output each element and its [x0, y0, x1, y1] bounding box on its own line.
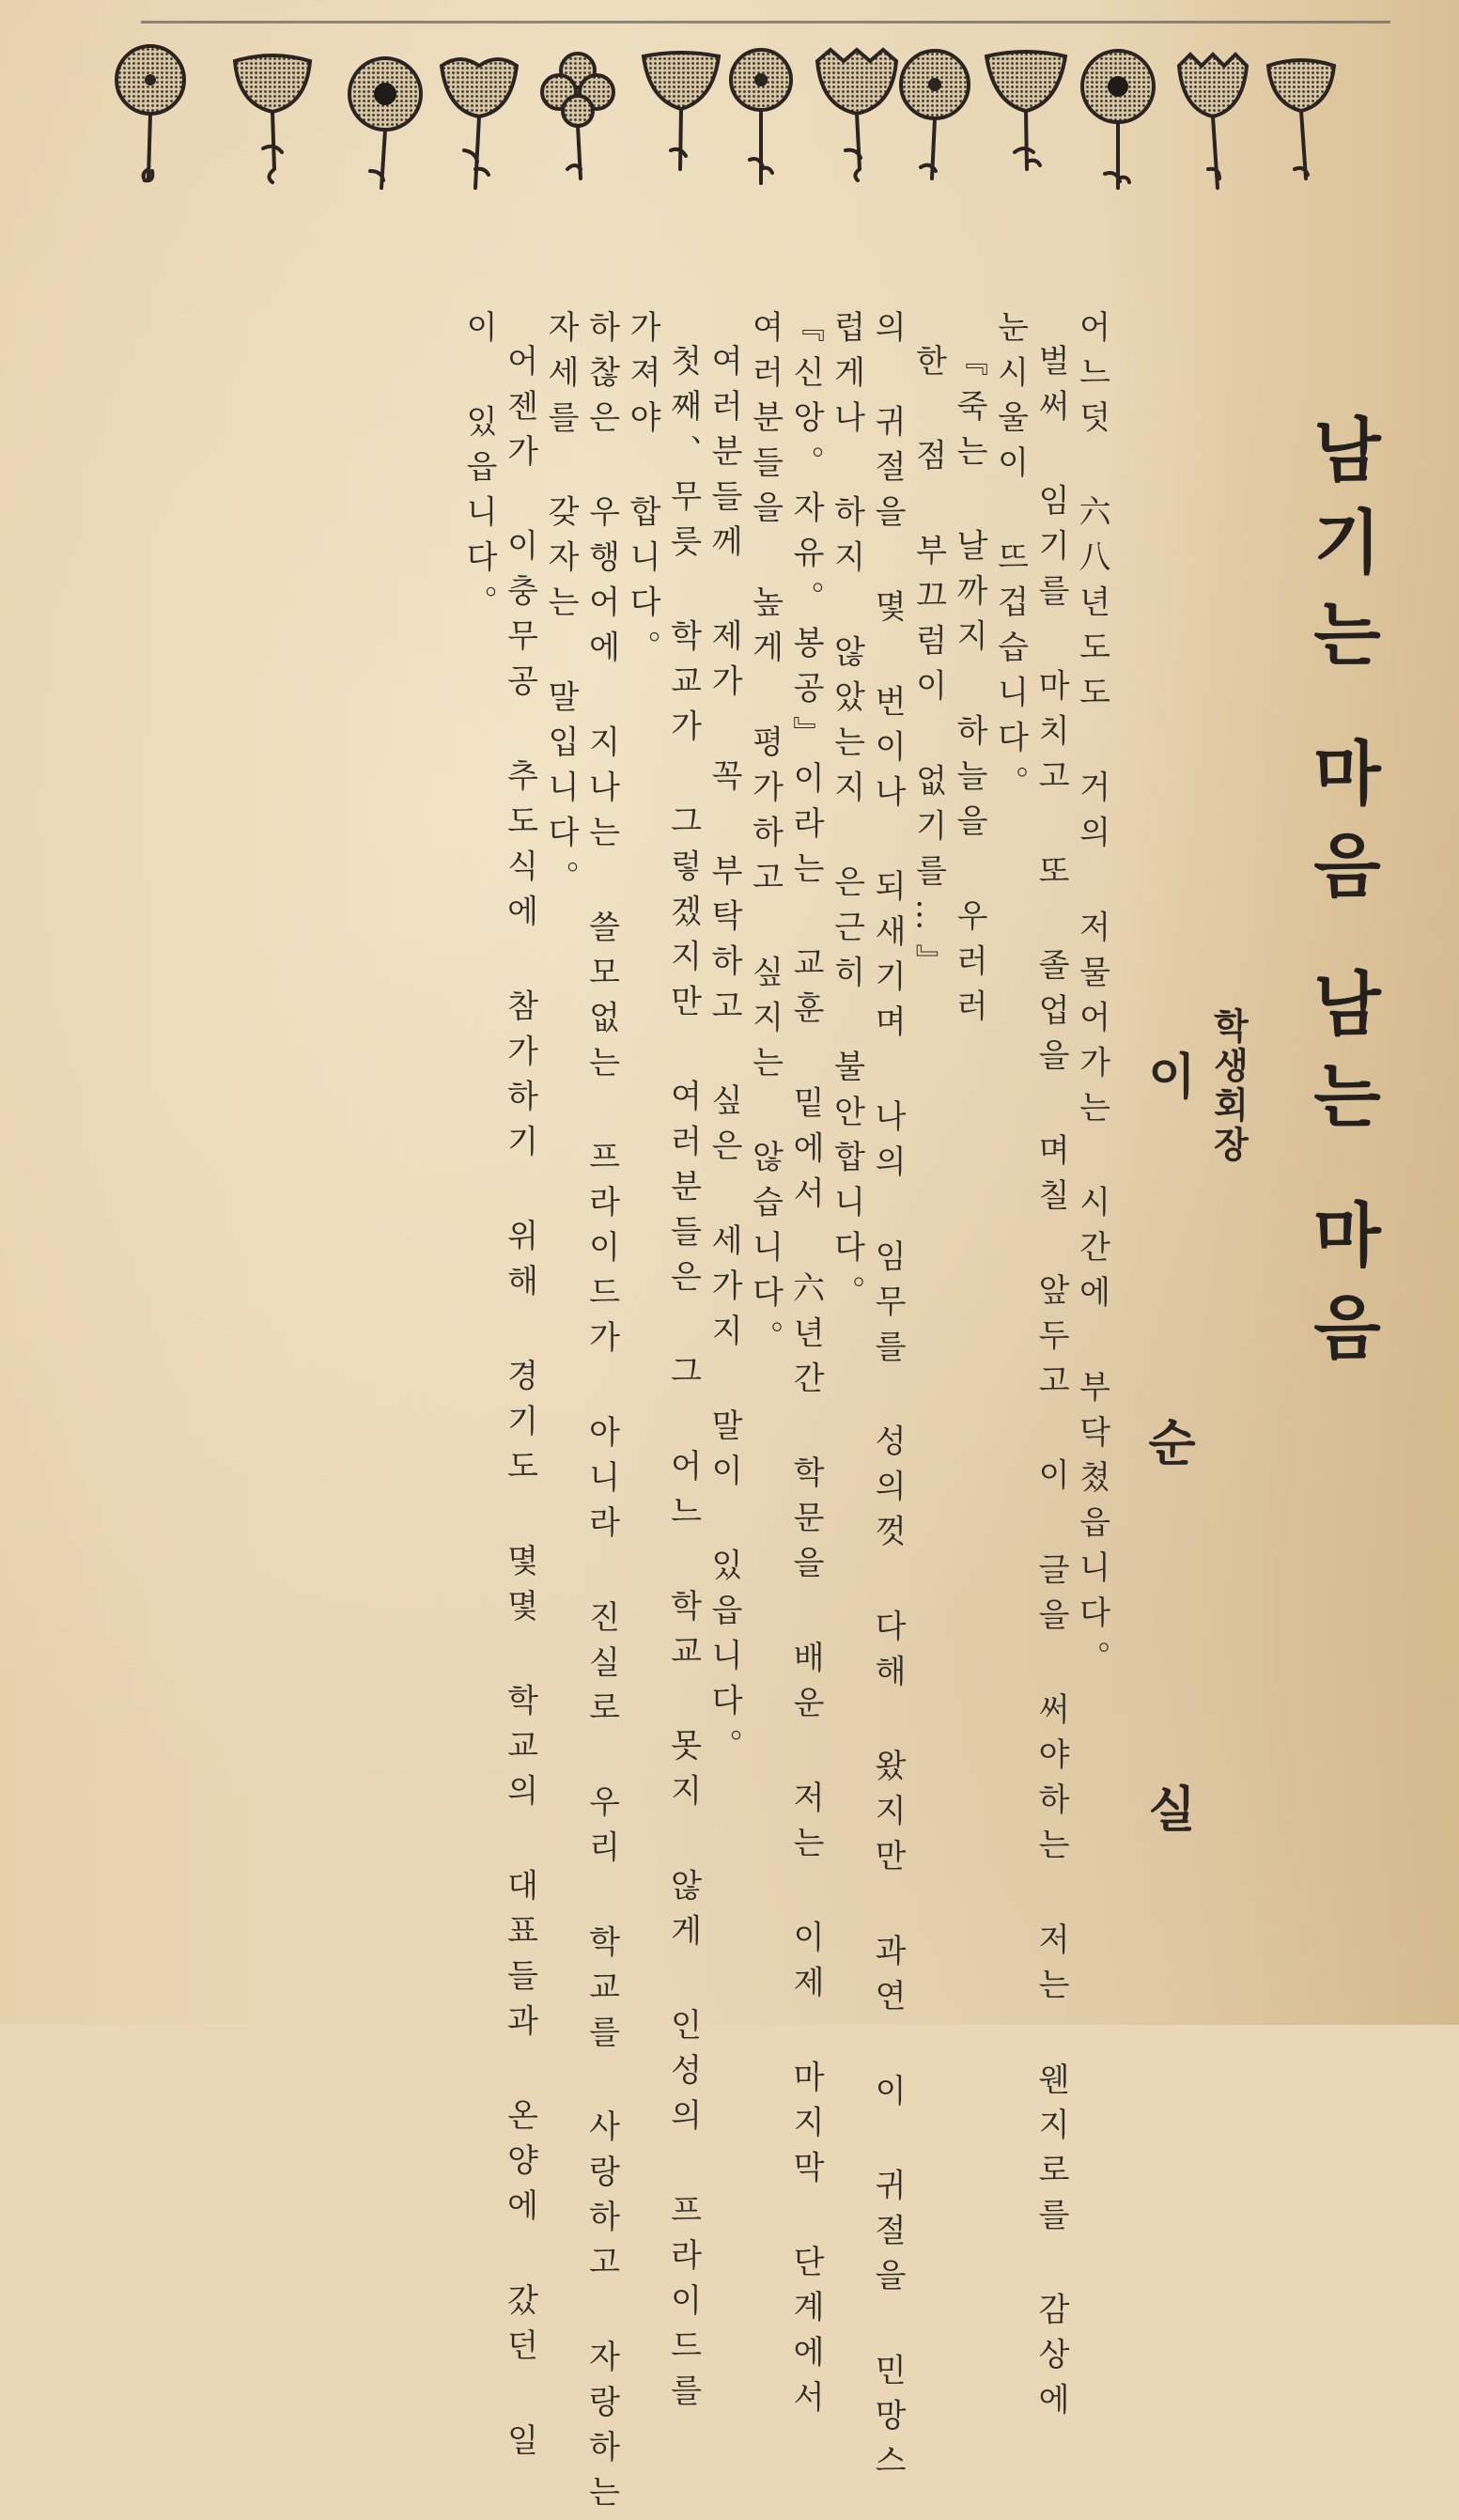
article-title: 남기는 마음 남는 마음	[1301, 413, 1382, 1383]
text-column: 가져야 합니다。	[623, 310, 661, 676]
flower-icon	[349, 58, 421, 188]
text-column: 첫째、무릇 학교가 그렇겠지만 여러분들은 그 어느 학교 못지 않게 인성의 프라이드를	[664, 344, 702, 2419]
flower-border	[103, 28, 1400, 216]
byline-role: 학생회장	[1207, 1007, 1249, 1165]
flower-icon	[986, 52, 1065, 169]
text-column: 자세를 갖자는 말입니다。	[541, 310, 580, 906]
flower-icon	[542, 54, 613, 179]
flower-icon	[1268, 60, 1334, 179]
flower-icon	[442, 59, 517, 188]
text-column: 한 점 부끄럼이 없기를…』	[909, 344, 947, 989]
text-column: 여러분들께 제가 꼭 부탁하고 싶은 세가지 말이 있읍니다。	[705, 344, 743, 1774]
text-column: 하찮은 우행어에 지나는 쓸모없는 프라이드가 아니라 진실로 우리 학교를 사랑하고 자랑하는	[582, 310, 620, 2520]
flower-icon	[731, 50, 791, 183]
flower-icon	[235, 55, 310, 182]
article-body	[458, 310, 1111, 2520]
byline	[1132, 1007, 1254, 1983]
flower-icon	[1179, 54, 1247, 188]
top-rule	[141, 21, 1390, 23]
flower-icon	[1082, 51, 1154, 188]
text-column: 벌써 임기를 마치고 또 졸업을 며칠 앞두고 이 글을 써야하는 저는 웬지로를 감상에	[1032, 344, 1070, 2428]
flower-icon	[817, 50, 896, 180]
text-column: 의 귀절을 몇 번이나 되새기며 나의 임무를 성의껏 다해 왔지만 과연 이 귀절을 민망스	[868, 310, 907, 2489]
text-column: 눈시울이 뜨겁습니다。	[991, 310, 1029, 811]
text-column: 이 있읍니다。	[459, 310, 498, 630]
text-column: 여러분들을 높게 평가하고 싶지는 않습니다。	[746, 310, 784, 1366]
flower-icon	[644, 53, 719, 169]
text-column: 럽게나 하지 않았는지 은근히 불안합니다。	[828, 310, 865, 1321]
text-column: 『신앙。자유。봉공』이라는 교훈 밑에서 六년간 학문을 배운 저는 이제 마지막 단계에서	[786, 310, 825, 2426]
text-column: 어젠가 이충무공 추도식에 참가하기 위해 경기도 몇몇 학교의 대표들과 온양에 갔던 일	[501, 344, 538, 2468]
text-column: 어느덧 六八년도도 거의 저물어가는 시간에 부닥쳤읍니다。	[1073, 310, 1110, 1687]
byline-name: 이 순 실	[1139, 1050, 1195, 1983]
flower-icon	[116, 46, 184, 180]
flower-icon	[901, 51, 969, 179]
text-column: 『죽는 날까지 하늘을 우러러	[950, 344, 988, 1034]
